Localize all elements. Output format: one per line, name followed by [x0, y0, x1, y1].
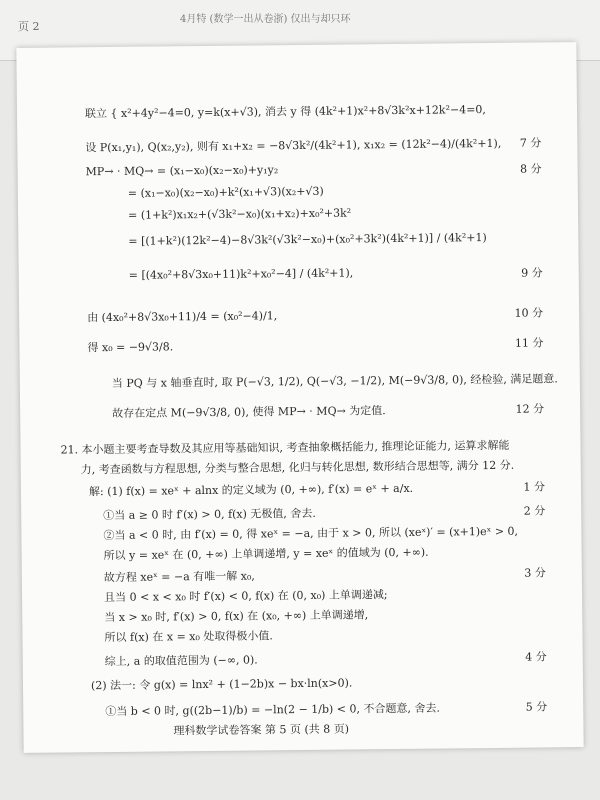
page-footer: 理科数学试卷答案 第 5 页 (共 8 页) [173, 722, 350, 738]
solution-line: 当 x > x₀ 时, f′(x) > 0, f(x) 在 (x₀, +∞) 上单调递增, [104, 608, 369, 625]
solution-line: ②当 a < 0 时, 由 f′(x) = 0, 得 xeˣ = −a, 由于 x > 0, 所以 (xeˣ)′ = (x+1)eˣ > 0, [103, 524, 519, 543]
solution-line: = (1+k²)x₁x₂+(√3k²−x₀)(x₁+x₂)+x₀²+3k² [128, 206, 352, 222]
score-mark: 7 分 [519, 136, 542, 150]
solution-line: ①当 a ≥ 0 时 f′(x) > 0, f(x) 无极值, 舍去. [103, 506, 316, 523]
solution-line: ①当 b < 0 时, g((2b−1)/b) = −ln(2 − 1/b) < 0, 不合题意, 舍去. [105, 701, 441, 719]
answer-page [16, 42, 583, 753]
score-mark: 9 分 [521, 266, 543, 280]
solution-line: 由 (4x₀²+8√3x₀+11)/4 = (x₀²−4)/1, [87, 309, 278, 325]
solution-line: = [(1+k²)(12k²−4)−8√3k²(√3k²−x₀)+(x₀²+3k²)(4k²+1)] / (4k²+1) [128, 231, 487, 248]
solution-line: (2) 法一: 令 g(x) = lnx² + (1−2b)x − bx·ln(x>0). [90, 676, 353, 693]
solution-line: 故方程 xeˣ = −a 有唯一解 x₀, [103, 569, 255, 585]
back-sheet-header-text: 4月特 (数学一出从卷浙) 仅出与却只环 [180, 14, 351, 25]
score-mark: 1 分 [523, 480, 546, 494]
solution-line: 解: (1) f(x) = xeˣ + alnx 的定义域为 (0, +∞), f′(x) = eˣ + a/x. [88, 481, 414, 499]
solution-line: 力, 考查函数与方程思想, 分类与整合思想, 化归与转化思想, 数形结合思想等, 满分 12 分. [80, 458, 515, 477]
score-mark: 8 分 [520, 162, 542, 176]
solution-line: 21. 本小题主要考查导数及其应用等基础知识, 考查抽象概括能力, 推理论证能力, 运算求解能 [60, 438, 510, 457]
score-mark: 3 分 [524, 566, 546, 580]
solution-line: 所以 f(x) 在 x = x₀ 处取得极小值. [104, 629, 273, 645]
back-sheet-left-label: 页 2 [18, 20, 40, 33]
score-mark: 5 分 [525, 700, 548, 714]
solution-line: = (x₁−x₀)(x₂−x₀)+k²(x₁+√3)(x₂+√3) [127, 184, 324, 200]
solution-line: 设 P(x₁,y₁), Q(x₂,y₂), 则有 x₁+x₂ = −8√3k²/(4k²+1), x₁x₂ = (12k²−4)/(4k²+1), [85, 136, 502, 155]
solution-line: = [(4x₀²+8√3x₀+11)k²+x₀²−4] / (4k²+1), [128, 266, 354, 282]
score-mark: 10 分 [514, 306, 544, 320]
solution-line: MP→ · MQ→ = (x₁−x₀)(x₂−x₀)+y₁y₂ [85, 163, 279, 179]
solution-line: 联立 { x²+4y²−4=0, y=k(x+√3), 消去 y 得 (4k²+1)x²+8√3k²x+12k²−4=0, [84, 103, 486, 121]
score-mark: 4 分 [525, 650, 547, 664]
solution-line: 所以 y = xeˣ 在 (0, +∞) 上单调递增, y = xeˣ 的值域为 (0, +∞). [103, 545, 429, 563]
solution-line: 故存在定点 M(−9√3/8, 0), 使得 MP→ · MQ→ 为定值. [112, 404, 386, 420]
solution-line: 得 x₀ = −9√3/8. [87, 340, 174, 355]
score-mark: 2 分 [523, 504, 546, 518]
solution-line: 综上, a 的取值范围为 (−∞, 0). [104, 653, 258, 669]
solution-line: 当 PQ 与 x 轴垂直时, 取 P(−√3, 1/2), Q(−√3, −1/2), M(−9√3/8, 0), 经检验, 满足题意. [111, 372, 558, 390]
solution-line: 且当 0 < x < x₀ 时 f′(x) < 0, f(x) 在 (0, x₀) 上单调递减; [104, 588, 388, 605]
score-mark: 11 分 [514, 336, 544, 350]
score-mark: 12 分 [515, 402, 545, 416]
